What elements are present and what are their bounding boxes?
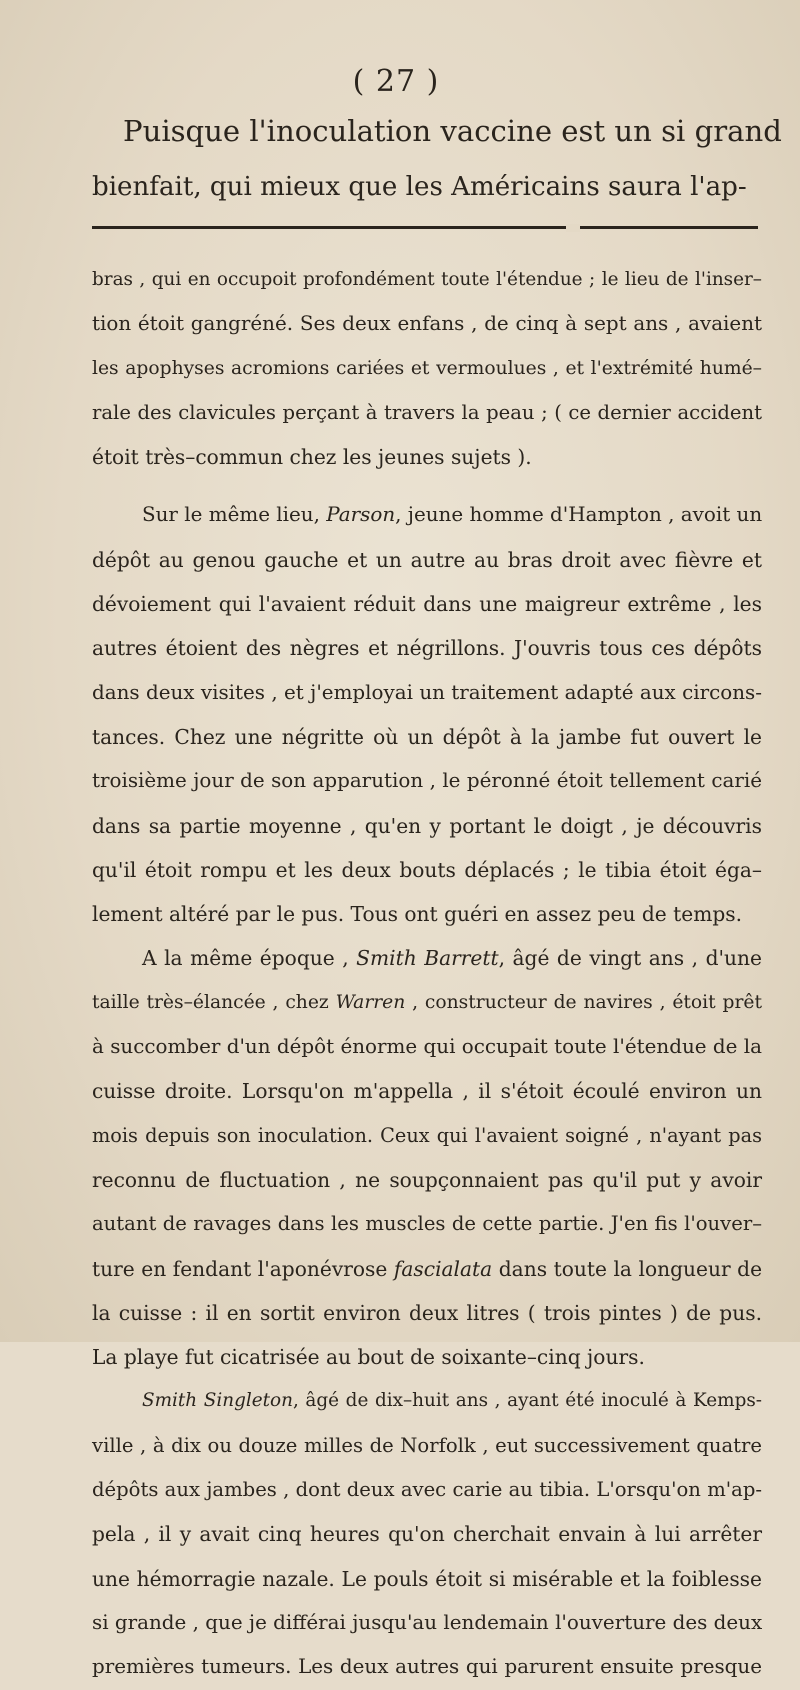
- divider-gap: [566, 224, 580, 232]
- text-line: à succomber d'un dépôt énorme qui occupait toute l'étendue de la: [92, 1035, 762, 1059]
- person-name: Parson: [326, 503, 396, 527]
- paragraph-first-line: [92, 936, 762, 980]
- text-fragment: Sur le même lieu,: [142, 503, 320, 527]
- text-line: étoit très–commun chez les jeunes sujets ).: [92, 445, 532, 470]
- text-fragment: , âgé de dix–huit ans , ayant été inoculé à Kemps-: [292, 1390, 762, 1412]
- paragraph-first-line: [92, 1379, 762, 1423]
- text-line: mois depuis son inoculation. Ceux qui l'avaient soigné , n'ayant pas: [92, 1123, 762, 1147]
- person-name: Warren: [335, 991, 406, 1013]
- text-line: dépôt au genou gauche et un autre au bras droit avec fièvre et: [92, 547, 762, 572]
- text-line: [92, 981, 762, 1025]
- text-line: ville , à dix ou douze milles de Norfolk , eut successivement quatre: [92, 1433, 762, 1457]
- main-text: [92, 258, 762, 1690]
- person-name: Smith Barrett: [356, 946, 499, 971]
- text-fragment: , jeune homme d'Hampton , avoit un: [395, 503, 763, 527]
- text-fragment: ture en fendant l'aponévrose: [92, 1256, 388, 1281]
- text-line: bras , qui en occupoit profondément toute l'étendue ; le lieu de l'inser–: [92, 269, 762, 290]
- footnote-line: bienfait, qui mieux que les Américains saura l'ap-: [92, 172, 747, 202]
- text-line: reconnu de fluctuation , ne soupçonnaient pas qu'il put y avoir: [92, 1167, 762, 1192]
- text-line: dans deux visites , et j'employai un traitement adapté aux circons-: [92, 680, 762, 704]
- text-fragment: dans toute la longueur de: [498, 1256, 763, 1281]
- paragraph-first-line: [92, 493, 762, 537]
- page-number: ( 27 ): [352, 64, 440, 99]
- text-line: pela , il y avait cinq heures qu'on cherchait envain à lui arrêter: [92, 1522, 762, 1547]
- footnote-continuation: [92, 103, 782, 215]
- text-line: cuisse droite. Lorsqu'on m'appella , il s'étoit écoulé environ un: [92, 1079, 762, 1104]
- text-line: lement altéré par le pus. Tous ont guéri en assez peu de temps.: [92, 902, 743, 927]
- text-line: si grande , que je différai jusqu'au lendemain l'ouverture des deux: [92, 1610, 763, 1634]
- text-line: rale des clavicules perçant à travers la peau ; ( ce dernier accident: [92, 400, 762, 424]
- text-fragment: , constructeur de navires , étoit prêt: [412, 991, 762, 1013]
- text-line: dépôts aux jambes , dont deux avec carie au tibia. L'orsqu'on m'ap-: [92, 1478, 762, 1502]
- text-line: [92, 1247, 762, 1291]
- text-line: dans sa partie moyenne , qu'en y portant le doigt , je découvris: [92, 813, 762, 838]
- text-line: troisième jour de son apparution , le péronné étoit tellement carié: [92, 769, 762, 793]
- text-line: la cuisse : il en sortit environ deux litres ( trois pintes ) de pus.: [92, 1300, 762, 1325]
- text-line: tion étoit gangréné. Ses deux enfans , de cinq à sept ans , avaient: [92, 312, 762, 336]
- footnote-line: Puisque l'inoculation vaccine est un si grand: [123, 114, 782, 148]
- person-name: Smith Singleton: [142, 1390, 293, 1412]
- section-divider: [92, 226, 758, 229]
- text-line: dévoiement qui l'avaient réduit dans une maigreur extrême , les: [92, 592, 762, 617]
- text-line: tances. Chez une négritte où un dépôt à la jambe fut ouvert le: [92, 724, 762, 749]
- text-line: autant de ravages dans les muscles de cette partie. J'en fis l'ouver–: [92, 1212, 762, 1236]
- text-line: une hémorragie nazale. Le pouls étoit si misérable et la foiblesse: [92, 1566, 762, 1591]
- text-line: les apophyses acromions cariées et vermoulues , et l'extrémité humé–: [92, 357, 762, 379]
- text-fragment: , âgé de vingt ans , d'une: [498, 946, 763, 971]
- latin-term: fascialata: [393, 1256, 493, 1281]
- text-fragment: taille très–élancée , chez: [92, 991, 329, 1013]
- text-line: autres étoient des nègres et négrillons. J'ouvris tous ces dépôts: [92, 636, 762, 661]
- text-line: qu'il étoit rompu et les deux bouts déplacés ; le tibia étoit éga–: [92, 857, 762, 882]
- text-line: premières tumeurs. Les deux autres qui parurent ensuite presque: [92, 1655, 762, 1679]
- text-fragment: A la même époque ,: [142, 946, 349, 971]
- text-line: La playe fut cicatrisée au bout de soixante–cinq jours.: [92, 1345, 645, 1370]
